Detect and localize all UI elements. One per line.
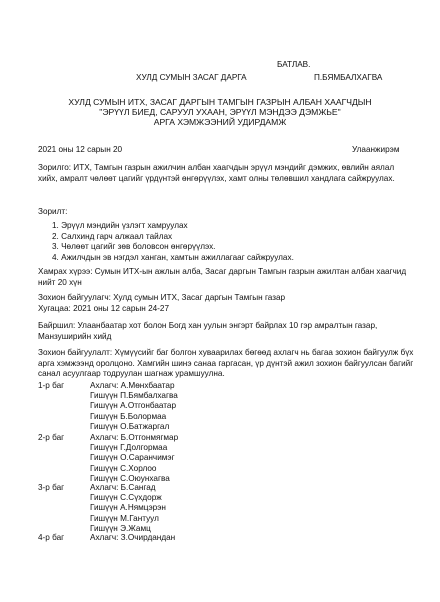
team-leader: Ахлагч: Б.Отгонмягмар <box>90 433 179 442</box>
objective-item: 1. Эрүүл мэндийн үзлэгт хамруулах <box>52 221 188 230</box>
team-member: Гишүүн О.Саранчимэг <box>90 453 175 463</box>
objectives-heading: Зорилт: <box>38 207 68 216</box>
team-member: Гишүүн Э.Жамц <box>90 523 151 533</box>
document-place: Улаанжирэм <box>352 145 400 154</box>
team-label: 3-р баг <box>38 483 65 492</box>
objective-item: 2. Салхинд гарч алжаал тайлах <box>52 231 173 241</box>
team-members <box>90 433 178 484</box>
objective-item: 4. Ажилчдын эв нэгдэл ханган, хамтын ажиллагааг сайжруулах. <box>52 252 294 262</box>
team-member: Гишүүн П.Бямбалхагва <box>90 391 178 401</box>
objective-item: 3. Чөлөөт цагийг зөв боловсон өнгөрүүлэх. <box>52 242 216 251</box>
document-date: 2021 оны 12 сарын 20 <box>38 145 123 154</box>
approval-position: ХУЛД СУМЫН ЗАСАГ ДАРГА <box>136 73 247 82</box>
team-members <box>90 533 175 543</box>
team-leader: Ахлагч: З.Очирдандан <box>90 533 176 542</box>
team-member: Гишүүн А.Отгонбаатар <box>90 401 177 411</box>
scope-paragraph: Хамрах хүрээ: Сумын ИТХ-ын ажлын алба, Засаг даргын Тамгын газрын ажилтан албан хаагчид нийт 20 хүн <box>38 267 407 287</box>
team-member: Гишүүн М.Гантуул <box>90 513 159 523</box>
title-line-1: ХУЛД СУМЫН ИТХ, ЗАСАГ ДАРГЫН ТАМГЫН ГАЗРЫН АЛБАН ХААГЧДЫН <box>68 97 372 107</box>
approval-word: БАТЛАВ. <box>277 60 311 69</box>
team-leader: Ахлагч: А.Мөнхбаатар <box>90 381 175 390</box>
duration-line: Хугацаа: 2021 оны 12 сарын 24-27 <box>38 304 170 313</box>
team-label: 4-р баг <box>38 533 65 542</box>
team-members <box>90 381 178 432</box>
team-member: Гишүүн О.Батжаргал <box>90 421 170 431</box>
team-leader: Ахлагч: Б.Сангад <box>90 483 156 492</box>
team-member: Гишүүн Б.Болормаа <box>90 411 167 421</box>
purpose-paragraph: Зорилго: ИТХ, Тамгын газрын ажилчин албан хаагчдын эрүүл мэндийг дэмжих, өвлийн аялал хийх, амралт чөлөөт цагийг үрдүнтэй өнгөрүүлэх, хамт олны төлөвшил хандлага сайжруулах. <box>38 163 395 183</box>
organization-paragraph: Зохион байгуулалт: Хүмүүсийг баг болгон хуваарилах бөгөөд ахлагч нь багаа зохион байгуулж бүх арга хэмжээнд оролцоно. Хамгийн шинэ санаа гаргасан, үр дүнтэй ажил зохион байгуулсан багийг санал асуулгаар тодруулан шагнаж урамшуулна. <box>38 348 414 378</box>
team-members <box>90 483 166 534</box>
team-member: Гишүүн С.Хорлоо <box>90 463 157 473</box>
team-member: Гишүүн С.Сүхдорж <box>90 493 162 503</box>
team-member: Гишүүн С.Оюунхагва <box>90 473 170 483</box>
objectives-list <box>52 221 294 263</box>
team-member: Гишүүн Г.Долгормаа <box>90 443 168 453</box>
title-line-3: АРГА ХЭМЖЭЭНИЙ УДИРДАМЖ <box>153 117 287 127</box>
team-label: 1-р баг <box>38 381 65 390</box>
team-member: Гишүүн А.Нямцэрэн <box>90 503 166 513</box>
organizer-line: Зохион байгуулагч: Хулд сумын ИТХ, Засаг даргын Тамгын газар <box>38 293 286 302</box>
team-label: 2-р баг <box>38 433 65 442</box>
title-line-2: "ЭРҮҮЛ БИЕД, САРУУЛ УХААН, ЭРҮҮЛ МЭНДЭЭ ДЭМЖЬЕ" <box>99 107 341 117</box>
location-paragraph: Байршил: Улаанбаатар хот болон Богд хан уулын энгэрт байрлах 10 гэр амралтын газар, Манзуширийн хийд <box>38 321 378 341</box>
approval-name: П.БЯМБАЛХАГВА <box>314 73 383 82</box>
